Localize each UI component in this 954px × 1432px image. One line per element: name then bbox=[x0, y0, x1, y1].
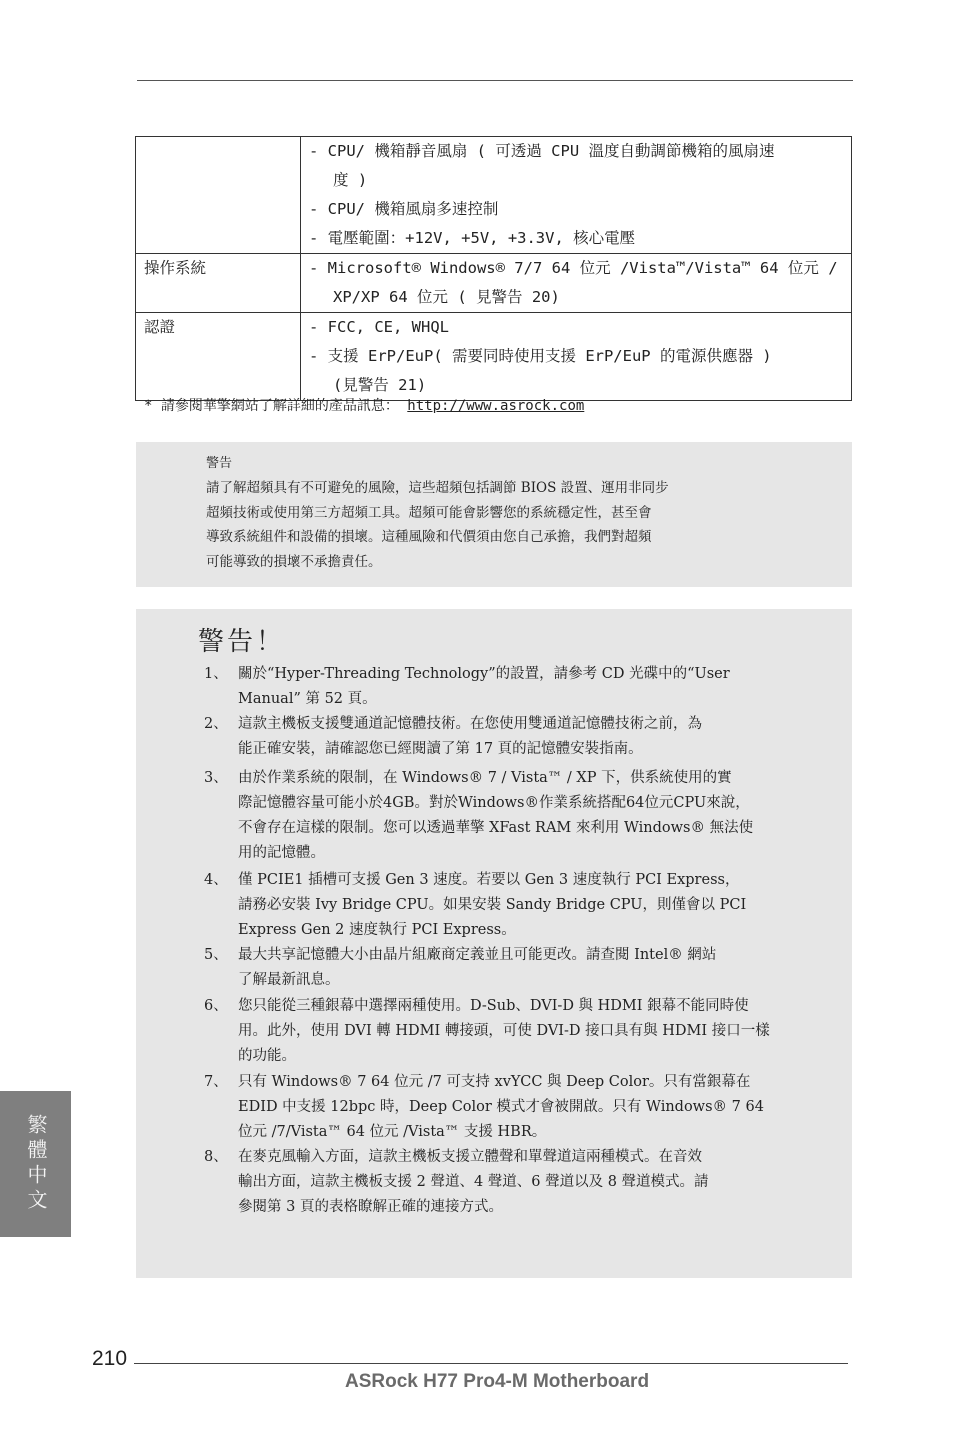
top-rule bbox=[137, 80, 853, 81]
warning-item bbox=[204, 766, 794, 866]
overclock-notice bbox=[136, 442, 852, 587]
spec-line: - Microsoft® Windows® 7/7 64 位元 /Vista™/Vista™ 64 位元 / bbox=[309, 259, 838, 277]
warning-line: 在麥克風輸入方面，這款主機板支援立體聲和單聲道這兩種模式。在音效 bbox=[238, 1149, 702, 1165]
warning-number: 2、 bbox=[204, 716, 228, 732]
warnings-box bbox=[136, 609, 852, 1278]
language-tab: 繁體中文 bbox=[0, 1091, 71, 1237]
warning-item bbox=[204, 943, 794, 993]
footnote bbox=[144, 395, 584, 415]
warnings-title: 警告！ bbox=[198, 627, 286, 657]
warning-item bbox=[204, 868, 794, 943]
table-row bbox=[136, 254, 852, 313]
warning-line: 關於“Hyper-Threading Technology”的設置，請參考 CD 光碟中的“User bbox=[238, 666, 730, 682]
warning-number: 8、 bbox=[204, 1149, 228, 1165]
warning-line: 用。此外，使用 DVI 轉 HDMI 轉接頭，可使 DVI-D 接口具有與 HDMI 接口一樣 bbox=[238, 1023, 770, 1039]
warning-line: 的功能。 bbox=[238, 1048, 296, 1064]
spec-line: - CPU/ 機箱風扇多速控制 bbox=[309, 200, 499, 218]
spec-value bbox=[301, 137, 852, 254]
warning-number: 5、 bbox=[204, 947, 228, 963]
warning-line: 您只能從三種銀幕中選擇兩種使用。D-Sub、DVI-D 與 HDMI 銀幕不能同時使 bbox=[238, 998, 749, 1014]
warning-line: 際記憶體容量可能小於4GB。對於Windows®作業系統搭配64位元CPU來說， bbox=[238, 795, 750, 811]
table-row bbox=[136, 137, 852, 254]
spec-value bbox=[301, 254, 852, 313]
warning-line: 輸出方面，這款主機板支援 2 聲道、4 聲道、6 聲道以及 8 聲道模式。請 bbox=[238, 1174, 709, 1190]
spec-value bbox=[301, 313, 852, 401]
warning-line: 參閱第 3 頁的表格瞭解正確的連接方式。 bbox=[238, 1199, 503, 1215]
warning-number: 7、 bbox=[204, 1074, 228, 1090]
warning-item bbox=[204, 662, 794, 712]
page-number: 210 bbox=[92, 1347, 128, 1370]
notice-title: 警告 bbox=[206, 456, 233, 471]
warning-line: 只有 Windows® 7 64 位元 /7 可支持 xvYCC 與 Deep Color。只有當銀幕在 bbox=[238, 1074, 751, 1090]
spec-line: 度 ) bbox=[333, 171, 368, 189]
bottom-rule bbox=[134, 1363, 848, 1364]
footnote-text: * 請參閱華擎網站了解詳細的產品訊息： bbox=[144, 398, 399, 414]
warning-line: 不會存在這樣的限制。您可以透過華擎 XFast RAM 來利用 Windows® 無法使 bbox=[238, 820, 754, 836]
warning-item bbox=[204, 712, 794, 762]
notice-line: 導致系統組件和設備的損壞。這種風險和代價須由您自己承擔，我們對超頻 bbox=[206, 529, 652, 545]
warning-line: 了解最新訊息。 bbox=[238, 972, 340, 988]
warning-item bbox=[204, 994, 794, 1069]
warning-line: 這款主機板支援雙通道記憶體技術。在您使用雙通道記憶體技術之前，為 bbox=[238, 716, 702, 732]
warning-number: 4、 bbox=[204, 872, 228, 888]
spec-line: - FCC, CE, WHQL bbox=[309, 318, 449, 336]
spec-label: 操作系統 bbox=[136, 254, 301, 313]
table-row bbox=[136, 313, 852, 401]
spec-line: XP/XP 64 位元 ( 見警告 20) bbox=[333, 288, 560, 306]
warning-line: Manual” 第 52 頁。 bbox=[238, 691, 377, 707]
warning-line: 僅 PCIE1 插槽可支援 Gen 3 速度。若要以 Gen 3 速度執行 PCI Express， bbox=[238, 872, 740, 888]
warning-line: 能正確安裝，請確認您已經閱讀了第 17 頁的記憶體安裝指南。 bbox=[238, 741, 643, 757]
warning-number: 1、 bbox=[204, 666, 228, 682]
spec-label bbox=[136, 137, 301, 254]
warning-line: 請務必安裝 Ivy Bridge CPU。如果安裝 Sandy Bridge CPU，則僅會以 PCI bbox=[238, 897, 747, 913]
notice-line: 請了解超頻具有不可避免的風險，這些超頻包括調節 BIOS 設置、運用非同步 bbox=[206, 480, 669, 496]
spec-line: (見警告 21) bbox=[333, 376, 427, 394]
spec-line: - CPU/ 機箱靜音風扇 ( 可透過 CPU 溫度自動調節機箱的風扇速 bbox=[309, 142, 775, 160]
notice-line: 可能導致的損壞不承擔責任。 bbox=[206, 553, 382, 570]
warning-number: 6、 bbox=[204, 998, 228, 1014]
warning-item bbox=[204, 1070, 794, 1145]
warning-line: 由於作業系統的限制，在 Windows® 7 / Vista™ / XP 下，供系統使用的實 bbox=[238, 770, 732, 786]
spec-line: - 電壓範圍：+12V, +5V, +3.3V, 核心電壓 bbox=[309, 229, 636, 247]
warning-line: 位元 /7/Vista™ 64 位元 /Vista™ 支援 HBR。 bbox=[238, 1124, 547, 1140]
notice-body bbox=[206, 476, 669, 574]
footer-title: ASRock H77 Pro4-M Motherboard bbox=[345, 1371, 650, 1392]
spec-line: - 支援 ErP/EuP( 需要同時使用支援 ErP/EuP 的電源供應器 ) bbox=[309, 347, 772, 365]
warning-line: 用的記憶體。 bbox=[238, 845, 325, 861]
warning-item bbox=[204, 1145, 794, 1220]
notice-line: 超頻技術或使用第三方超頻工具。超頻可能會影響您的系統穩定性，甚至會 bbox=[206, 504, 652, 521]
spec-table bbox=[135, 136, 852, 401]
spec-label: 認證 bbox=[136, 313, 301, 401]
warning-line: Express Gen 2 速度執行 PCI Express。 bbox=[238, 922, 516, 938]
warning-line: 最大共享記憶體大小由晶片組廠商定義並且可能更改。請查閱 Intel® 網站 bbox=[238, 947, 717, 963]
warning-line: EDID 中支援 12bpc 時，Deep Color 模式才會被開啟。只有 Windows® 7 64 bbox=[238, 1099, 764, 1115]
website-link[interactable]: http://www.asrock.com bbox=[407, 398, 585, 414]
warning-number: 3、 bbox=[204, 770, 228, 786]
